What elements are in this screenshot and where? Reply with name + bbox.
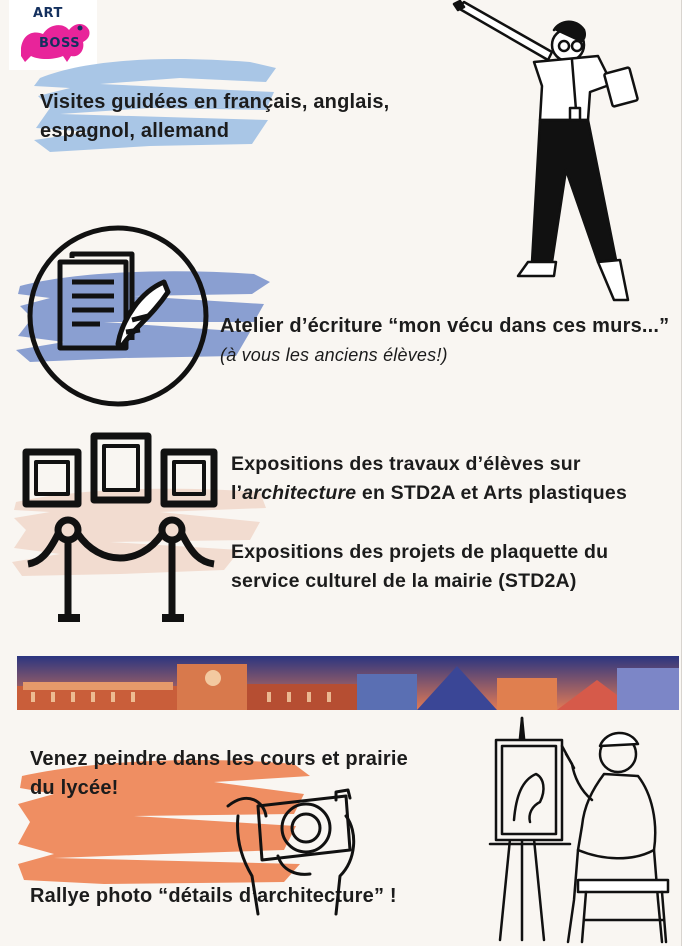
exhibitions-text-b: en STD2A et Arts plastiques: [356, 482, 627, 504]
writing-workshop-note: (à vous les anciens élèves!): [220, 345, 448, 365]
writing-workshop-icon: [22, 220, 214, 412]
page-edge: [681, 0, 682, 946]
exhibitions-text-em: architecture: [242, 482, 357, 504]
exhibition-icon: [20, 430, 220, 630]
activity-photo-rally: Rallye photo “détails d’architecture” !: [30, 885, 397, 907]
architecture-banner: [17, 656, 679, 710]
camera-hands-illustration: [218, 776, 368, 916]
tour-guide-illustration: [448, 0, 668, 305]
activity-student-exhibitions: [231, 450, 661, 508]
activity-painting: Venez peindre dans les cours et prairie du lycée!: [30, 748, 408, 799]
logo-line-2: BOSS: [39, 36, 81, 51]
writing-workshop-title: Atelier d’écriture “mon vécu dans ces murs...”: [220, 315, 670, 337]
painter-illustration: [482, 710, 682, 946]
logo-line-1: ART: [33, 6, 63, 21]
activity-writing-workshop: [220, 312, 670, 370]
exhibitions-text-a: Expositions des travaux d’élèves sur l’: [231, 453, 581, 504]
activity-brochure-exhibitions: Expositions des projets de plaquette du service culturel de la mairie (STD2A): [231, 541, 609, 592]
activity-guided-tours: Visites guidées en français, anglais, espagnol, allemand: [40, 91, 390, 142]
